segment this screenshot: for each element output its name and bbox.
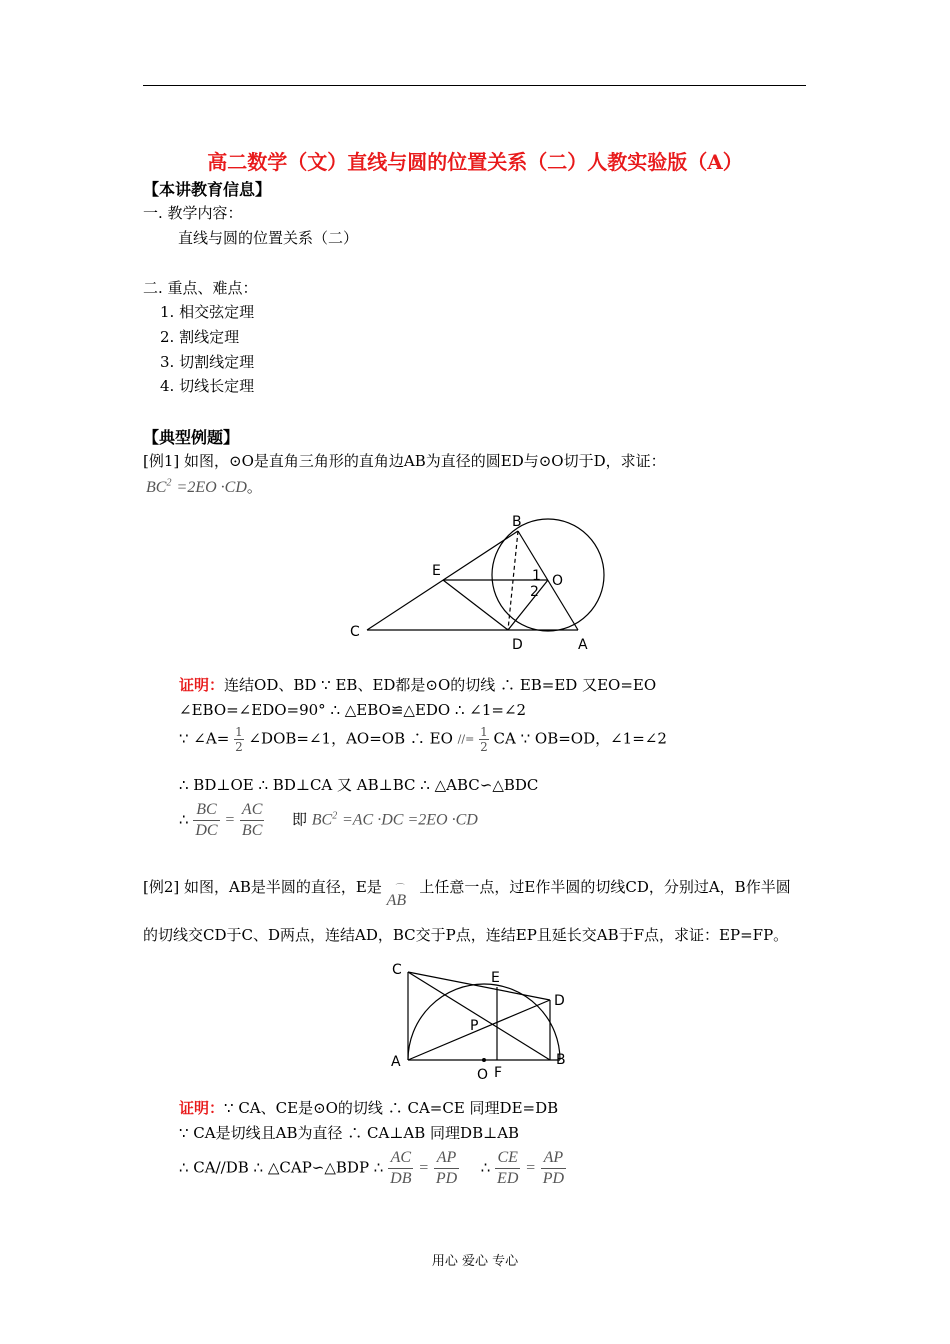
label-e: E	[491, 970, 500, 986]
example1-proof-line5: ∴ $\frac{BC}{DC}$ = $\frac{AC}{BC}$ 即 $BC^2 =AC \cdot DC =2EO \cdot CD$	[179, 801, 478, 839]
fraction: $\frac{AP}{PD}$	[542, 1149, 565, 1187]
fraction: $\frac{CE}{ED}$	[497, 1149, 519, 1187]
label-o: O	[477, 1067, 489, 1083]
fraction: $\frac{AC}{DB}$	[390, 1149, 412, 1187]
example2-figure	[385, 955, 575, 1085]
goal-rhs: =2EO ·CD	[176, 479, 247, 496]
segment-ad	[408, 1000, 550, 1060]
label-d: D	[512, 637, 523, 653]
example1-figure	[340, 505, 620, 660]
page-title: 高二数学（文）直线与圆的位置关系（二）人教实验版（A）	[207, 150, 743, 174]
label-p: P	[470, 1018, 479, 1034]
section2-heading: 二. 重点、难点：	[143, 279, 258, 297]
half-fraction: $\frac{1}{2}$	[235, 725, 243, 754]
label-b: B	[556, 1052, 566, 1068]
label-c: C	[392, 962, 402, 978]
label-e: E	[432, 563, 441, 579]
list-item: 2. 割线定理	[160, 328, 240, 346]
example1-goal	[146, 477, 262, 497]
list-item: 3. 切割线定理	[160, 353, 255, 371]
fraction: $\frac{AC}{BC}$	[241, 801, 263, 839]
examples-header: 【典型例题】	[143, 428, 240, 447]
parallel-equal-symbol: //=	[457, 732, 475, 746]
goal-exp: 2	[166, 477, 172, 489]
label-a: A	[578, 637, 588, 653]
segment-od	[508, 580, 548, 630]
label-d: D	[554, 993, 565, 1009]
header-rule	[143, 85, 806, 86]
label-c: C	[350, 624, 360, 640]
label-2: 2	[530, 584, 539, 600]
example1-statement: [例1] 如图，⊙O是直角三角形的直角边AB为直径的圆ED与⊙O切于D，求证：	[143, 452, 666, 470]
proof-label: 证明：	[179, 1099, 225, 1117]
segment-ed	[443, 580, 508, 630]
semicircle	[408, 984, 560, 1060]
label-a: A	[391, 1054, 401, 1070]
list-item: 4. 切线长定理	[160, 377, 255, 395]
segment-cd	[408, 972, 550, 1000]
circle-o	[492, 519, 604, 631]
arc-ab: ⌒ AB	[386, 884, 407, 909]
section1-body: 直线与圆的位置关系（二）	[178, 229, 359, 247]
point-o	[482, 1058, 486, 1062]
fraction: $\frac{AP}{PD}$	[435, 1149, 458, 1187]
example1-proof-line2: ∠EBO=∠EDO=90° ∴ △EBO≌△EDO ∴ ∠1=∠2	[179, 701, 527, 719]
example2-proof-line3: ∴ CA//DB ∴ △CAP∽△BDP ∴ $\frac{AC}{DB}$ = $\frac{AP}{PD}$ ∴ $\frac{CE}{ED}$ = $\frac{AP}{PD}$	[179, 1149, 565, 1187]
label-o: O	[552, 573, 564, 589]
label-f: F	[494, 1065, 503, 1081]
label-b: B	[512, 514, 522, 530]
proof-label: 证明：	[179, 676, 225, 694]
example1-proof-line4: ∴ BD⊥OE ∴ BD⊥CA 又 AB⊥BC ∴ △ABC∽△BDC	[179, 776, 539, 794]
page-footer: 用心 爱心 专心	[431, 1254, 519, 1269]
fraction: $\frac{BC}{DC}$	[195, 801, 218, 839]
example2-statement-line1: [例2] 如图，AB是半圆的直径，E是 ⌒ AB 上任意一点，过E作半圆的切线CD，分别过A，B作半圆	[143, 878, 791, 909]
example2-proof-line1: 证明：∵ CA、CE是⊙O的切线 ∴ CA=CE 同理DE=DB	[179, 1099, 559, 1117]
goal-lhs: BC	[146, 479, 167, 496]
info-header: 【本讲教育信息】	[143, 180, 272, 199]
example2-statement-line2: 的切线交CD于C、D两点，连结AD，BC交于P点，连结EP且延长交AB于F点，求证：EP=FP。	[143, 926, 789, 944]
example1-proof-line3: ∵ ∠A= $\frac{1}{2}$ ∠DOB=∠1，AO=OB ∴ EO //= $\frac{1}{2}$ CA ∵ OB=OD，∠1=∠2	[179, 725, 667, 754]
segment-bc	[408, 972, 550, 1060]
half-fraction: $\frac{1}{2}$	[480, 725, 488, 754]
goal-end: 。	[246, 478, 262, 496]
section1-heading: 一. 教学内容：	[143, 204, 243, 222]
label-1: 1	[532, 568, 541, 584]
example1-proof-line1: 证明：连结OD、BD ∵ EB、ED都是⊙O的切线 ∴ EB=ED 又EO=EO	[179, 676, 657, 694]
list-item: 1. 相交弦定理	[160, 303, 255, 321]
example2-proof-line2: ∵ CA是切线且AB为直径 ∴ CA⊥AB 同理DB⊥AB	[179, 1124, 520, 1142]
